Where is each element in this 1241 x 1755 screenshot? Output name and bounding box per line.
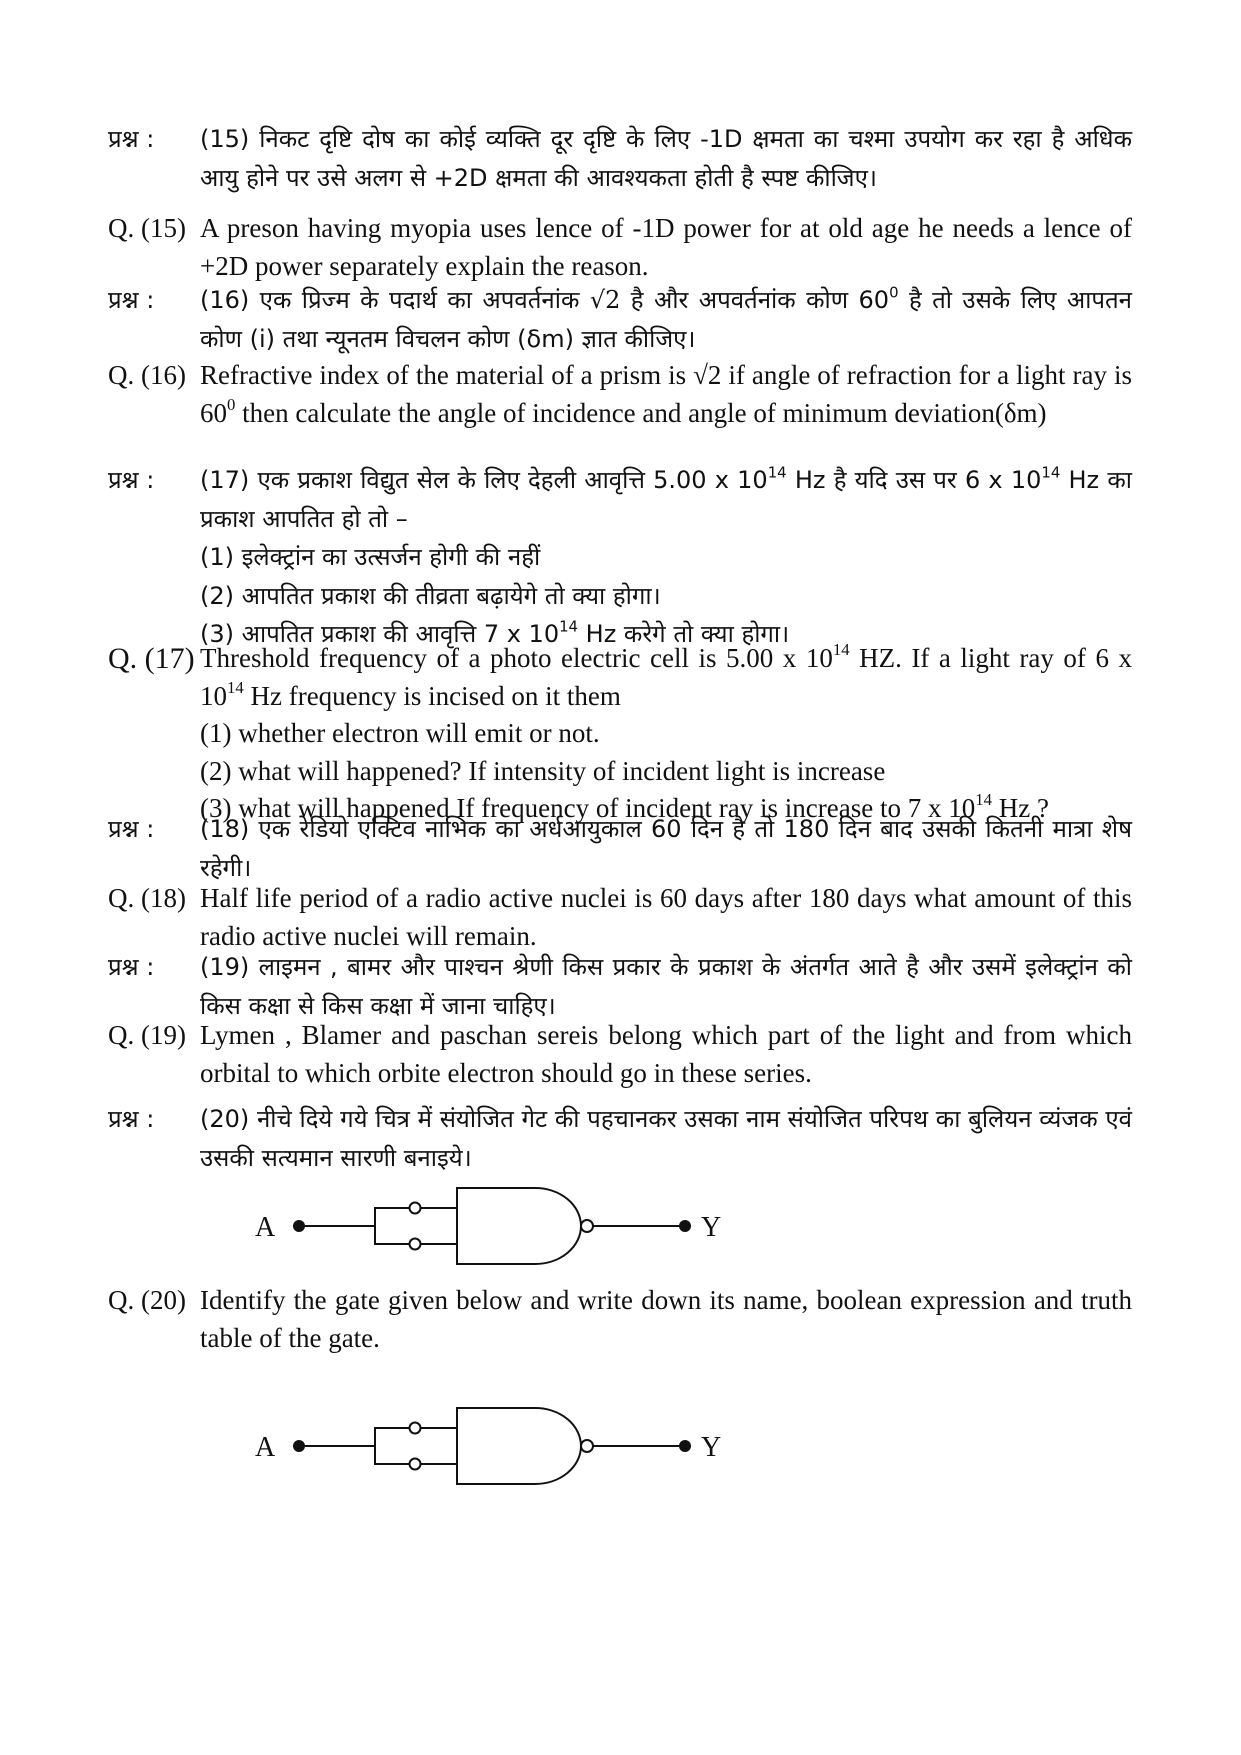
nand-gate-body <box>457 1188 581 1264</box>
question-19-hindi <box>108 948 1132 1025</box>
sub-question-2: (2) आपतित प्रकाश की तीव्रता बढ़ायेगे तो क्या होगा। <box>200 581 661 610</box>
lower-node <box>410 1239 421 1250</box>
question-18-english <box>108 880 1132 955</box>
question-label: Q. (18) <box>108 883 186 913</box>
sqrt-symbol: √2 <box>589 286 621 314</box>
sub-question-3: (3) आपतित प्रकाश की आवृत्ति 7 x $10^{14}$ Hz करेगे तो क्या होगा। <box>200 617 790 648</box>
input-label: A <box>255 1432 276 1463</box>
question-label: प्रश्न : <box>108 1105 155 1133</box>
question-text: Refractive index of the material of a prism is √2 if angle of refraction for a light ray is $60^0$ then calculate the angle of incidence and angle of minimum deviation(δm) <box>200 360 1132 428</box>
question-text: Threshold frequency of a photo electric cell is 5.00 x $10^{14}$ HZ. If a light ray of 6 x $10^{14}$ Hz frequency is incised on it them (1) whether electron will emit or not. (2) what will happened? If intensity of incident light is increase (3) what will happened If frequency of incident ray is increase to 7 x $10^{14}$ Hz ? <box>200 640 1132 828</box>
question-text: (16) एक प्रिज्म के पदार्थ का अपवर्तनांक √2 है और अपवर्तनांक कोण $60^0$ है तो उसके लिए आपतन कोण (i) तथा न्यूनतम विचलन कोण (δm) ज्ञात कीजिए। <box>200 283 1132 353</box>
sqrt-symbol: √2 <box>693 360 722 390</box>
question-text: Half life period of a radio active nuclei is 60 days after 180 days what amount of this radio active nuclei will remain. <box>200 883 1132 951</box>
output-terminal <box>679 1440 691 1452</box>
sub-question-1: (1) इलेक्ट्रांन का उत्सर्जन होगी की नहीं <box>200 543 541 571</box>
upper-node <box>410 1423 421 1434</box>
output-terminal <box>679 1220 691 1232</box>
question-label: प्रश्न : <box>108 815 155 843</box>
question-label: Q. (19) <box>108 1020 186 1050</box>
output-label: Y <box>701 1212 722 1243</box>
question-text: (18) एक रेडियो एक्टिव नाभिक का अर्धआयुकाल 60 दिन है तो 180 दिन बाद उसकी कितनी मात्रा शेष रहेगी। <box>200 815 1132 882</box>
question-text: A preson having myopia uses lence of -1D power for at old age he needs a lence of +2D power separately explain the reason. <box>200 213 1132 281</box>
sub-question-1: (1) whether electron will emit or not. <box>200 718 600 748</box>
question-text: Lymen , Blamer and paschan sereis belong which part of the light and from which orbital to which orbite electron should go in these series. <box>200 1020 1132 1088</box>
logic-gate-svg <box>255 1400 815 1490</box>
nand-gate-body <box>457 1408 581 1484</box>
question-label: प्रश्न : <box>108 953 155 981</box>
question-17-english <box>108 640 1132 828</box>
question-15-english <box>108 210 1132 285</box>
split-wire <box>375 1208 415 1244</box>
question-20-english <box>108 1282 1132 1357</box>
logic-gate-diagram <box>255 1180 815 1270</box>
lower-node <box>410 1459 421 1470</box>
question-17-hindi <box>108 461 1132 654</box>
question-16-english <box>108 357 1132 432</box>
logic-gate-svg <box>255 1180 815 1270</box>
question-text: (17) एक प्रकाश विद्युत सेल के लिए देहली आवृत्ति 5.00 x $10^{14}$ Hz है यदि उस पर 6 x $10^{14}$ Hz का प्रकाश आपतित हो तो – (1) इलेक्ट्रांन का उत्सर्जन होगी की नहीं (2) आपतित प्रकाश की तीव्रता बढ़ायेगे तो क्या होगा। (3) आपतित प्रकाश की आवृत्ति 7 x $10^{14}$ Hz करेगे तो क्या होगा। <box>200 461 1132 654</box>
sub-question-3: (3) what will happened If frequency of incident ray is increase to 7 x $10^{14}$ Hz ? <box>200 789 1049 823</box>
question-15-hindi <box>108 120 1132 197</box>
logic-gate-diagram-repeat <box>255 1400 815 1490</box>
output-label: Y <box>701 1432 722 1463</box>
question-label: Q. (16) <box>108 360 186 390</box>
question-label: Q. (17) <box>108 642 195 675</box>
input-label: A <box>255 1212 276 1243</box>
upper-node <box>410 1203 421 1214</box>
question-18-hindi <box>108 810 1132 887</box>
question-text: Identify the gate given below and write down its name, boolean expression and truth table of the gate. <box>200 1285 1132 1353</box>
question-text: (15) निकट दृष्टि दोष का कोई व्यक्ति दूर दृष्टि के लिए -1D क्षमता का चश्मा उपयोग कर रहा है अधिक आयु होने पर उसे अलग से +2D क्षमता की आवश्यकता होती है स्पष्ट कीजिए। <box>200 125 1132 192</box>
nand-bubble <box>581 1440 593 1452</box>
question-label: प्रश्न : <box>108 466 155 494</box>
question-label: प्रश्न : <box>108 286 155 314</box>
question-20-hindi <box>108 1100 1132 1177</box>
question-label: Q. (20) <box>108 1285 186 1315</box>
question-16-hindi <box>108 281 1132 358</box>
sub-question-2: (2) what will happened? If intensity of incident light is increase <box>200 755 886 786</box>
question-label: Q. (15) <box>108 213 186 243</box>
question-19-english <box>108 1017 1132 1092</box>
question-text: (20) नीचे दिये गये चित्र में संयोजित गेट की पहचानकर उसका नाम संयोजित परिपथ का बुलियन व्यंजक एवं उसकी सत्यमान सारणी बनाइये। <box>200 1105 1132 1172</box>
nand-bubble <box>581 1220 593 1232</box>
question-text: (19) लाइमन , बामर और पाश्चन श्रेणी किस प्रकार के प्रकाश के अंतर्गत आते है और उसमें इलेक्ट्रांन को किस कक्षा से किस कक्षा में जाना चाहिए। <box>200 953 1132 1020</box>
question-label: प्रश्न : <box>108 125 155 153</box>
split-wire <box>375 1428 415 1464</box>
